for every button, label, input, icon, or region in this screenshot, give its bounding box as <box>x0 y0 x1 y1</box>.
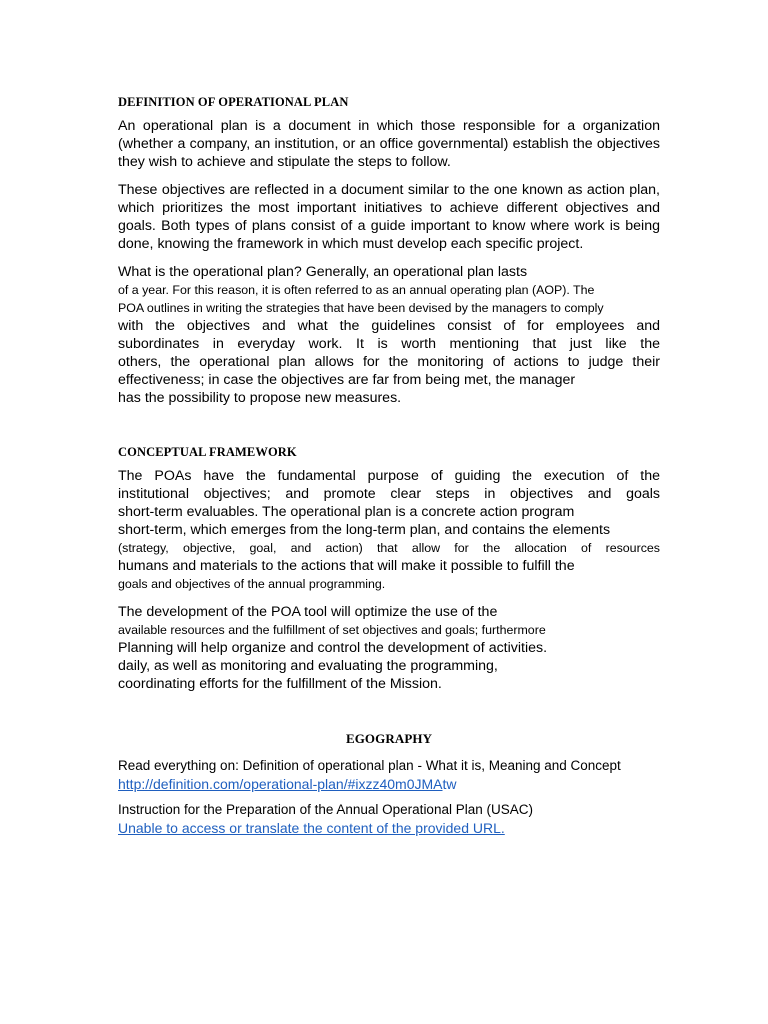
text-line: POA outlines in writing the strategies that have been devised by the managers to comply <box>118 301 604 315</box>
section-heading-egography: EGOGRAPHY <box>345 731 433 746</box>
reference-1 <box>118 757 660 793</box>
reference-2-link[interactable]: Unable to access or translate the content of the provided URL. <box>118 820 505 836</box>
text-line: with the objectives and what the guidelines consist of for employees and <box>118 318 660 334</box>
reference-2-text: Instruction for the Preparation of the Annual Operational Plan (USAC) <box>118 802 533 817</box>
text-line: coordinating efforts for the fulfillment of the Mission. <box>118 676 442 692</box>
framework-paragraph-2 <box>118 603 660 693</box>
text-line: What is the operational plan? Generally, an operational plan lasts <box>118 264 528 280</box>
text-line: subordinates in everyday work. It is worth mentioning that just like the <box>118 336 660 352</box>
text-line: has the possibility to propose new measures. <box>118 390 402 406</box>
section-heading-definition: DEFINITION OF OPERATIONAL PLAN <box>118 95 349 109</box>
definition-paragraph-3 <box>118 263 660 407</box>
text-line: The POAs have the fundamental purpose of guiding the execution of the <box>118 468 660 484</box>
text-line: Planning will help organize and control the development of activities. <box>118 640 548 656</box>
document-page <box>118 95 660 837</box>
definition-paragraph-2: These objectives are reflected in a document similar to the one known as action plan, which prioritizes the most important initiatives to achieve different objectives and goals. Both types of plans consist of a guide important to know where work is being done, knowing the framework in which must develop each specific project. <box>118 182 660 252</box>
reference-1-link-tail: tw <box>442 776 457 792</box>
reference-1-text: Read everything on: Definition of operational plan - What it is, Meaning and Concept <box>118 758 621 773</box>
text-line: of a year. For this reason, it is often referred to as an annual operating plan (AOP). The <box>118 283 595 297</box>
reference-2-link-line <box>118 819 660 837</box>
section-heading-framework: CONCEPTUAL FRAMEWORK <box>118 445 297 459</box>
definition-paragraph-1: An operational plan is a document in which those responsible for a organization (whether a company, an institution, or an office governmental) establish the objectives they wish to achieve and stipulate the steps to follow. <box>118 118 660 170</box>
framework-paragraph-1 <box>118 467 660 593</box>
text-line: short-term, which emerges from the long-term plan, and contains the elements <box>118 522 611 538</box>
text-line: available resources and the fulfillment of set objectives and goals; furthermore <box>118 623 546 637</box>
text-line: The development of the POA tool will optimize the use of the <box>118 604 498 620</box>
reference-1-link[interactable]: http://definition.com/operational-plan/#ixzz40m0JMA <box>118 776 443 792</box>
reference-1-link-line <box>118 775 660 793</box>
text-line: short-term evaluables. The operational plan is a concrete action program <box>118 504 575 520</box>
text-line: effectiveness; in case the objectives are far from being met, the manager <box>118 372 576 388</box>
text-line: humans and materials to the actions that will make it possible to fulfill the <box>118 558 575 574</box>
reference-2 <box>118 801 660 837</box>
text-line: others, the operational plan allows for the monitoring of actions to judge their <box>118 354 660 370</box>
text-line: institutional objectives; and promote clear steps in objectives and goals <box>118 486 660 502</box>
text-line: goals and objectives of the annual programming. <box>118 577 386 591</box>
text-line: (strategy, objective, goal, and action) that allow for the allocation of resources <box>118 541 660 555</box>
text-line: daily, as well as monitoring and evaluating the programming, <box>118 658 498 674</box>
